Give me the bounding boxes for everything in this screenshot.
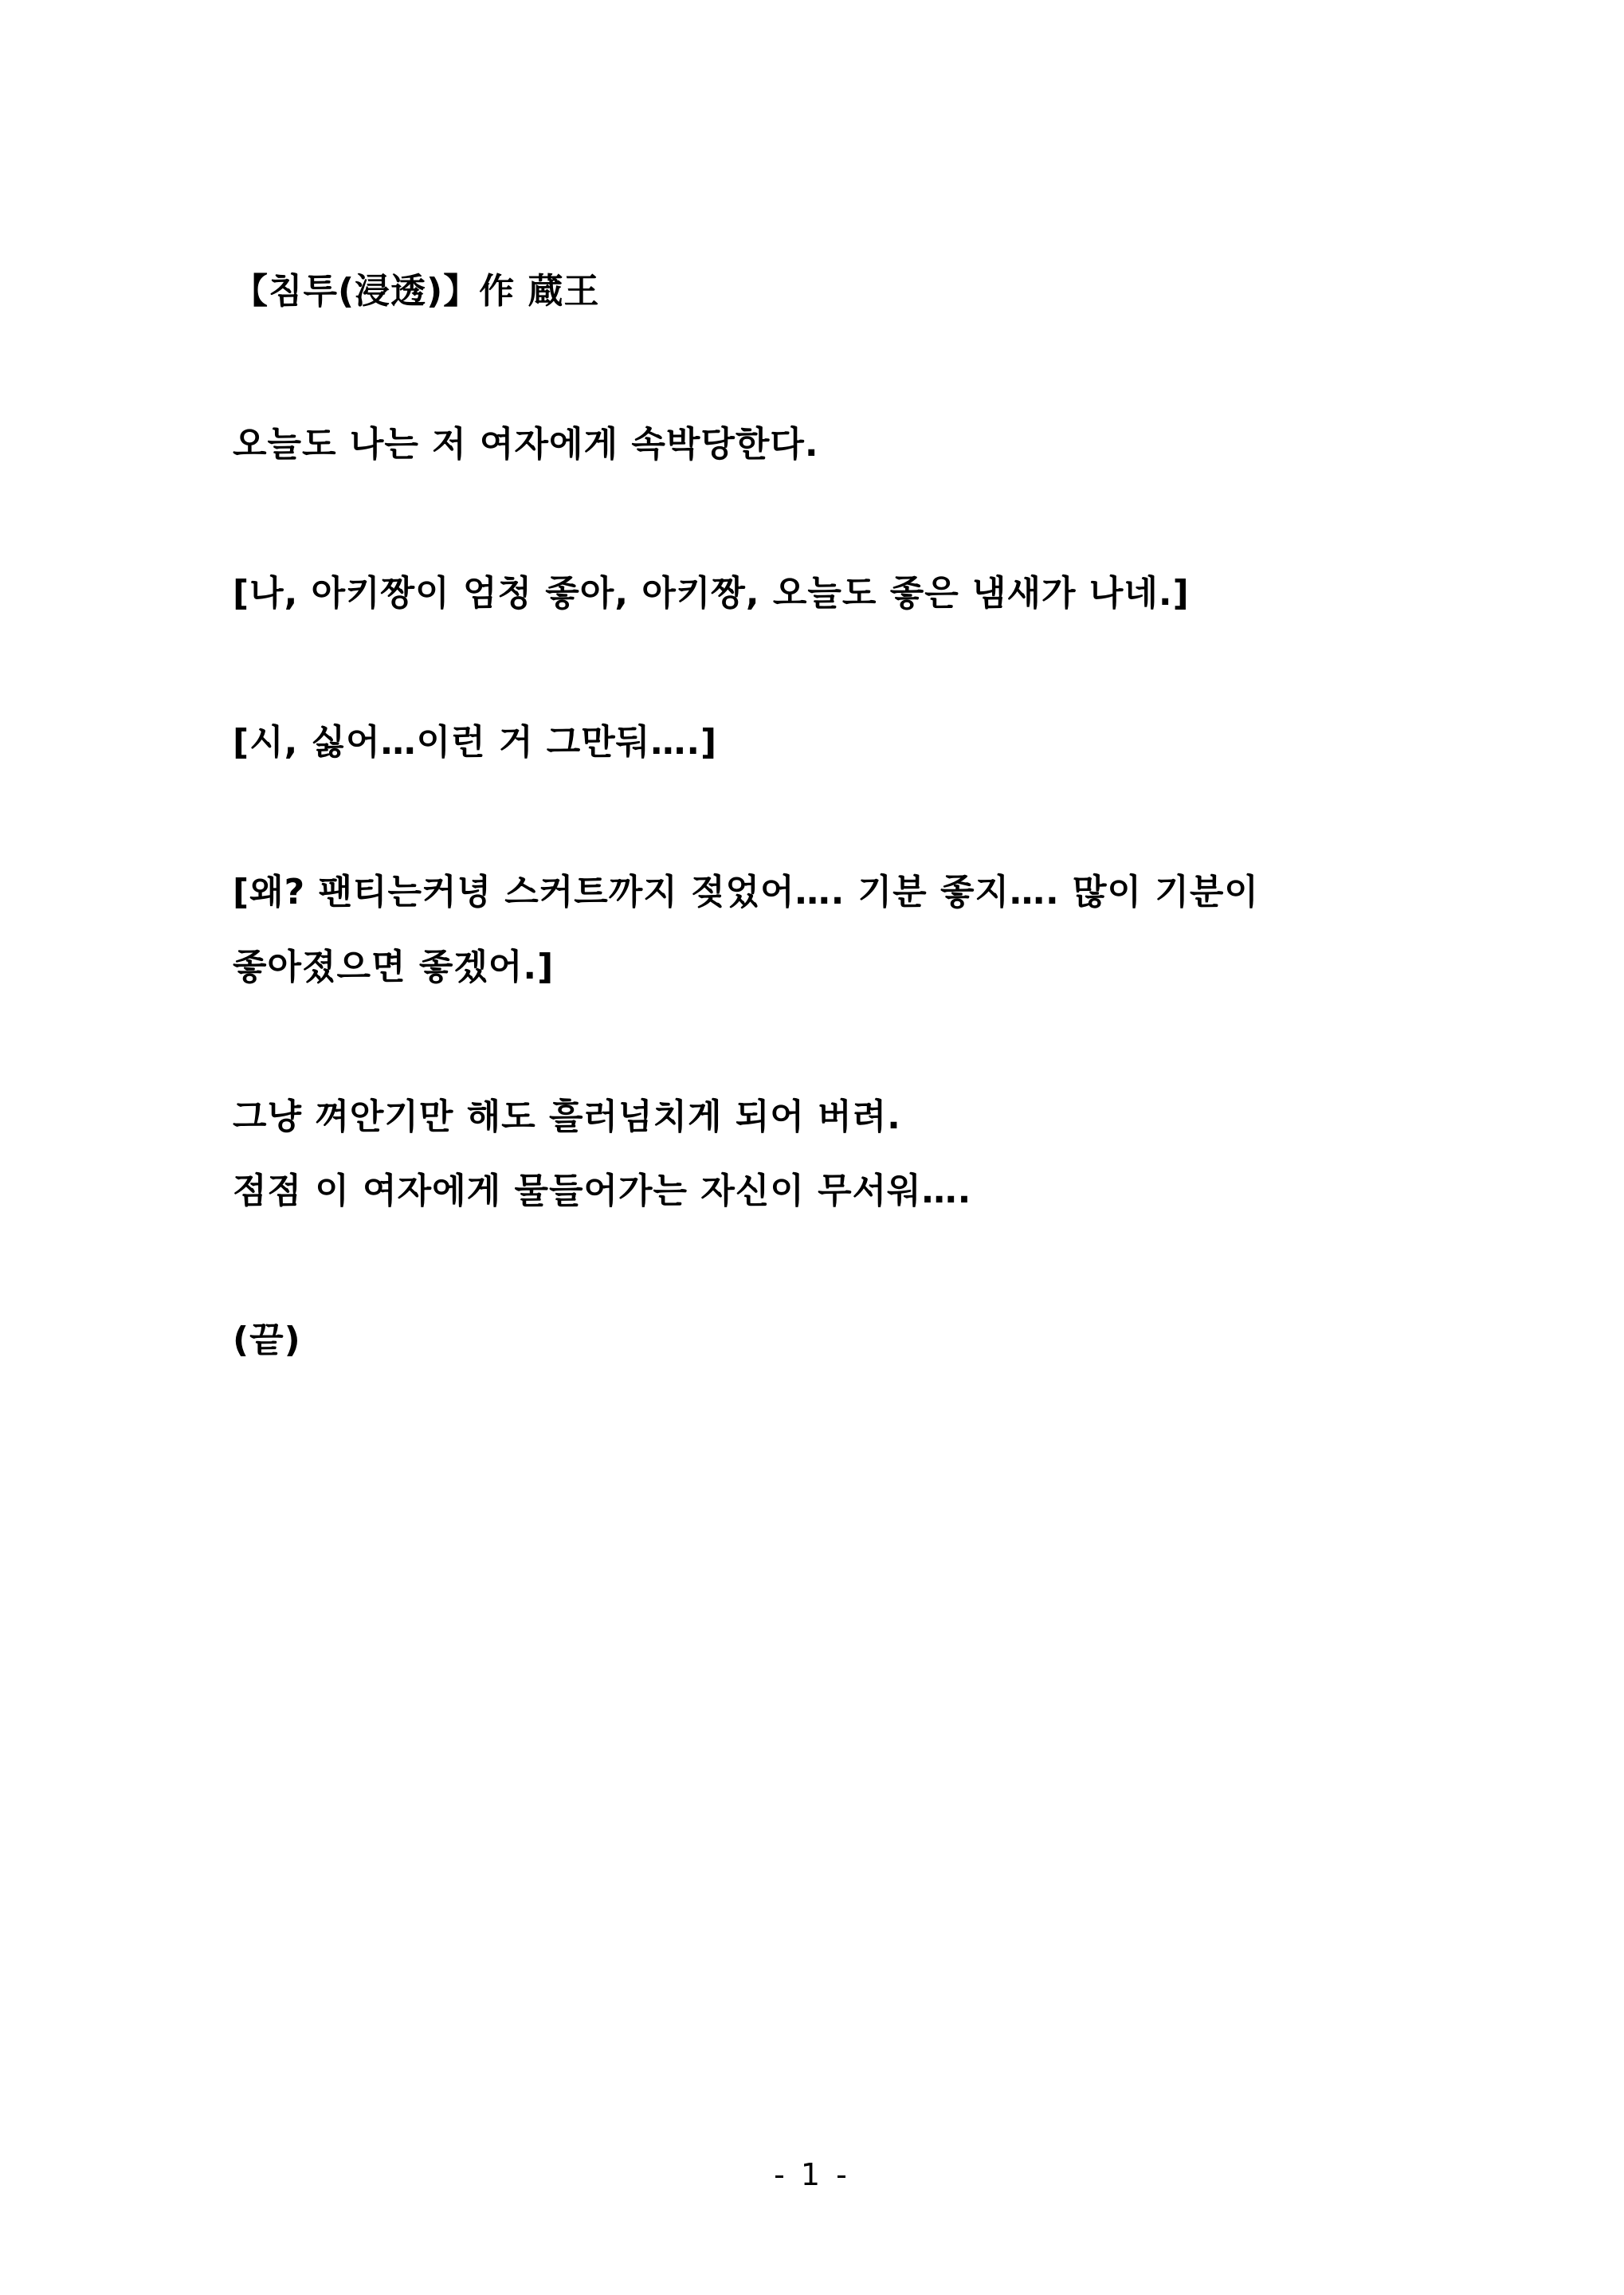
paragraph-line: [왜? 팬티는커녕 스커트까지 젖었어…. 기분 좋지…. 많이 기분이 <box>233 872 1259 912</box>
end-marker: (끝) <box>233 1320 301 1360</box>
story-title: 【침투(浸透)】作 蔵王 <box>233 271 600 312</box>
paragraph-line: 그냥 껴안기만 해도 흘러넘치게 되어 버려. <box>233 1096 901 1137</box>
paragraph-line: 오늘도 나는 저 여자에게 속박당한다. <box>233 424 819 465</box>
page-number: - 1 - <box>774 2157 850 2192</box>
paragraph-line: [시, 싫어…이런 거 그만둬….] <box>233 722 718 763</box>
paragraph-line: 점점 이 여자에게 물들어가는 자신이 무서워…. <box>233 1171 972 1211</box>
paragraph-line: [나, 아키짱이 엄청 좋아, 아키짱, 오늘도 좋은 냄새가 나네.] <box>233 573 1190 614</box>
paragraph-line: 좋아졌으면 좋겠어.] <box>233 947 555 987</box>
